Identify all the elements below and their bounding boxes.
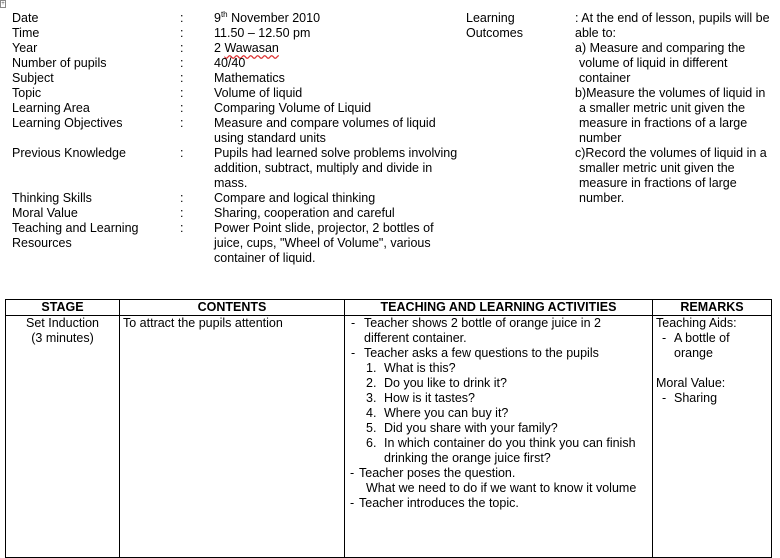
question-item: 2. Do you like to drink it? bbox=[366, 376, 507, 390]
stage-time: (3 minutes) bbox=[31, 331, 94, 345]
info-colon: : bbox=[180, 26, 184, 40]
contents-cell bbox=[120, 316, 345, 558]
lesson-info-block bbox=[12, 11, 462, 266]
header-remarks: REMARKS bbox=[653, 300, 772, 316]
info-colon: : bbox=[180, 41, 184, 55]
date-rest: November 2010 bbox=[227, 11, 321, 25]
info-colon: : bbox=[180, 206, 184, 220]
activities-cell bbox=[345, 316, 653, 558]
info-label: Learning Objectives bbox=[12, 116, 123, 130]
info-label: Moral Value bbox=[12, 206, 78, 220]
question-text: What is this? bbox=[384, 361, 456, 375]
info-value: Volume of liquid bbox=[214, 86, 303, 100]
info-label: Teaching and Learning Resources bbox=[12, 221, 139, 250]
activity-text: Teacher introduces the topic. bbox=[359, 496, 519, 510]
activity-text: Teacher shows 2 bottle of orange juice in 2 different container. bbox=[364, 316, 601, 345]
stage-name: Set Induction bbox=[26, 316, 99, 330]
info-row-pupils bbox=[12, 56, 462, 71]
info-row-time bbox=[12, 26, 462, 41]
info-label: Thinking Skills bbox=[12, 191, 92, 205]
info-row-date bbox=[12, 11, 462, 26]
info-colon: : bbox=[180, 221, 184, 235]
moral-text: Sharing bbox=[674, 391, 718, 405]
info-row-thinking-skills bbox=[12, 191, 462, 206]
date-day: 9 bbox=[214, 11, 221, 25]
date-suffix: th bbox=[220, 9, 228, 19]
outcome-item: a) Measure and comparing the volume of liquid in different container bbox=[575, 41, 746, 85]
header-contents: CONTENTS bbox=[120, 300, 345, 316]
info-label: Subject bbox=[12, 71, 54, 85]
outcome-item: b)Measure the volumes of liquid in a smaller metric unit given the measure in fractions of a large number bbox=[575, 86, 766, 145]
info-label: Learning Area bbox=[12, 101, 90, 115]
aids-text: A bottle of orange bbox=[674, 331, 730, 360]
outcome-item: c)Record the volumes of liquid in a smaller metric unit given the measure in fractions of large number. bbox=[575, 146, 767, 205]
question-item: 4. Where you can buy it? bbox=[366, 406, 509, 420]
activity-detail: What we need to do if we want to know it volume bbox=[366, 481, 637, 495]
moral-label: Moral Value: bbox=[656, 376, 726, 390]
info-colon: : bbox=[180, 191, 184, 205]
question-text: In which container do you think you can finish drinking the orange juice first? bbox=[384, 436, 636, 465]
activity-text: Teacher asks a few questions to the pupils bbox=[364, 346, 599, 360]
info-value: Compare and logical thinking bbox=[214, 191, 376, 205]
info-row-moral-value bbox=[12, 206, 462, 221]
info-value: 11.50 – 12.50 pm bbox=[214, 26, 311, 40]
info-colon: : bbox=[180, 86, 184, 100]
info-row-subject bbox=[12, 71, 462, 86]
info-value: Measure and compare volumes of liquid using standard units bbox=[214, 116, 436, 145]
outcomes-body bbox=[575, 11, 775, 206]
outcomes-label: Learning Outcomes bbox=[466, 11, 523, 40]
contents-text: To attract the pupils attention bbox=[123, 316, 283, 330]
question-item: 3. How is it tastes? bbox=[366, 391, 476, 405]
question-text: Do you like to drink it? bbox=[384, 376, 507, 390]
info-value: 40/40 bbox=[214, 56, 246, 70]
activity-bullet: - Teacher poses the question. bbox=[350, 466, 516, 480]
table-row bbox=[6, 316, 772, 558]
outcomes-intro: : At the end of lesson, pupils will be able to: bbox=[575, 11, 770, 40]
info-value: Comparing Volume of Liquid bbox=[214, 101, 372, 115]
year-number: 2 bbox=[214, 41, 225, 55]
info-value: Sharing, cooperation and careful bbox=[214, 206, 395, 220]
info-colon: : bbox=[180, 101, 184, 115]
question-item: 5. Did you share with your family? bbox=[366, 421, 558, 435]
info-label: Number of pupils bbox=[12, 56, 107, 70]
aids-label: Teaching Aids: bbox=[656, 316, 737, 330]
moral-item: - Sharing bbox=[662, 391, 718, 405]
remarks-cell bbox=[653, 316, 772, 558]
info-value: Mathematics bbox=[214, 71, 285, 85]
info-row-learning-area bbox=[12, 101, 462, 116]
question-item: 6. In which container do you think you can finish drinking the orange juice first? bbox=[366, 436, 636, 465]
info-colon: : bbox=[180, 146, 184, 160]
info-row-resources bbox=[12, 221, 462, 266]
info-row-year bbox=[12, 41, 462, 56]
info-value bbox=[214, 41, 464, 56]
activity-bullet: - Teacher introduces the topic. bbox=[350, 496, 519, 510]
header-activities: TEACHING AND LEARNING ACTIVITIES bbox=[345, 300, 653, 316]
info-colon: : bbox=[180, 71, 184, 85]
info-value bbox=[214, 11, 464, 26]
activity-bullet: - Teacher shows 2 bottle of orange juice in 2 different container. bbox=[351, 316, 601, 345]
info-label: Previous Knowledge bbox=[12, 146, 126, 160]
info-label: Year bbox=[12, 41, 38, 55]
info-colon: : bbox=[180, 11, 184, 25]
lesson-plan-table bbox=[5, 299, 772, 558]
table-header-row bbox=[6, 300, 772, 316]
table-anchor-icon[interactable]: + bbox=[1, 1, 5, 7]
info-row-previous-knowledge bbox=[12, 146, 462, 191]
info-colon: : bbox=[180, 116, 184, 130]
question-text: Did you share with your family? bbox=[384, 421, 558, 435]
activity-bullet: - Teacher asks a few questions to the pupils bbox=[351, 346, 599, 360]
aids-item: - A bottle of orange bbox=[662, 331, 730, 360]
question-item: 1. What is this? bbox=[366, 361, 456, 375]
info-label: Time bbox=[12, 26, 40, 40]
info-value: Power Point slide, projector, 2 bottles of juice, cups, "Wheel of Volume", various container of liquid. bbox=[214, 221, 434, 265]
question-text: How is it tastes? bbox=[384, 391, 476, 405]
stage-cell bbox=[6, 316, 120, 558]
info-value: Pupils had learned solve problems involving addition, subtract, multiply and divide in mass. bbox=[214, 146, 458, 190]
info-row-topic bbox=[12, 86, 462, 101]
info-colon: : bbox=[180, 56, 184, 70]
info-label: Topic bbox=[12, 86, 42, 100]
activity-text: Teacher poses the question. bbox=[359, 466, 516, 480]
question-text: Where you can buy it? bbox=[384, 406, 509, 420]
header-stage: STAGE bbox=[6, 300, 120, 316]
info-row-objectives bbox=[12, 116, 462, 146]
year-class-name: Wawasan bbox=[224, 41, 279, 55]
info-label: Date bbox=[12, 11, 39, 25]
